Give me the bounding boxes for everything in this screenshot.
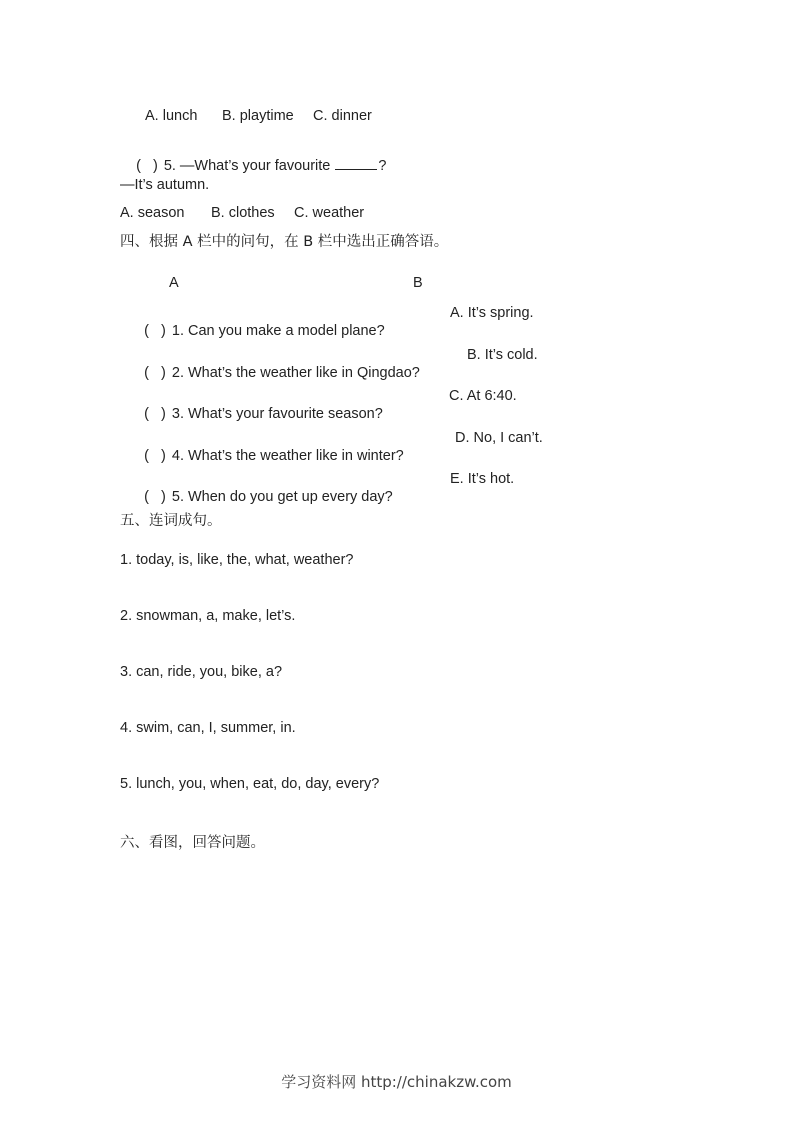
sentence-item: 1. today, is, like, the, what, weather? — [120, 552, 354, 568]
answer-paren: ( ) — [144, 448, 166, 464]
answer-paren: ( ) — [144, 406, 166, 422]
matching-answer: C. At 6:40. — [449, 388, 517, 404]
q5-answer: —It’s autumn. — [120, 177, 210, 193]
section5-title: 五、连词成句。 — [120, 513, 222, 529]
matching-answer: E. It’s hot. — [450, 471, 515, 487]
q5-option-b: B. clothes — [211, 205, 275, 221]
matching-question: 1. Can you make a model plane? — [171, 323, 385, 339]
section6-title: 六、看图，回答问题。 — [120, 835, 265, 851]
matching-question: 4. What’s the weather like in winter? — [171, 448, 404, 464]
column-a-header: A — [169, 275, 179, 291]
q5-question-end: ? — [378, 158, 387, 174]
matching-question: 5. When do you get up every day? — [171, 489, 393, 505]
q5-option-c: C. weather — [294, 205, 365, 221]
q5-question-text: 5. —What’s your favourite — [163, 158, 331, 174]
page-footer: 学习资料网 http://chinakzw.com — [281, 1073, 512, 1091]
answer-paren: ( ) — [144, 365, 166, 381]
sentence-item: 2. snowman, a, make, let’s. — [120, 608, 296, 624]
answer-paren: ( ) — [144, 489, 166, 505]
section4-title: 四、根据 A 栏中的问句，在 B 栏中选出正确答语。 — [120, 234, 449, 250]
matching-question: 3. What’s your favourite season? — [171, 406, 383, 422]
q4-option-c: C. dinner — [313, 108, 372, 124]
q4-option-b: B. playtime — [222, 108, 294, 124]
matching-answer: D. No, I can’t. — [455, 430, 543, 446]
column-b-header: B — [413, 275, 423, 291]
matching-answer: B. It’s cold. — [467, 347, 538, 363]
q4-option-a: A. lunch — [145, 108, 198, 124]
matching-question: 2. What’s the weather like in Qingdao? — [171, 365, 420, 381]
sentence-item: 4. swim, can, I, summer, in. — [120, 720, 296, 736]
q5-question — [128, 137, 386, 175]
fill-blank — [335, 155, 377, 170]
sentence-item: 5. lunch, you, when, eat, do, day, every? — [120, 776, 380, 792]
answer-paren: ( ) — [136, 158, 158, 174]
q5-option-a: A. season — [120, 205, 185, 221]
answer-paren: ( ) — [144, 323, 166, 339]
matching-answer: A. It’s spring. — [450, 305, 534, 321]
sentence-item: 3. can, ride, you, bike, a? — [120, 664, 283, 680]
